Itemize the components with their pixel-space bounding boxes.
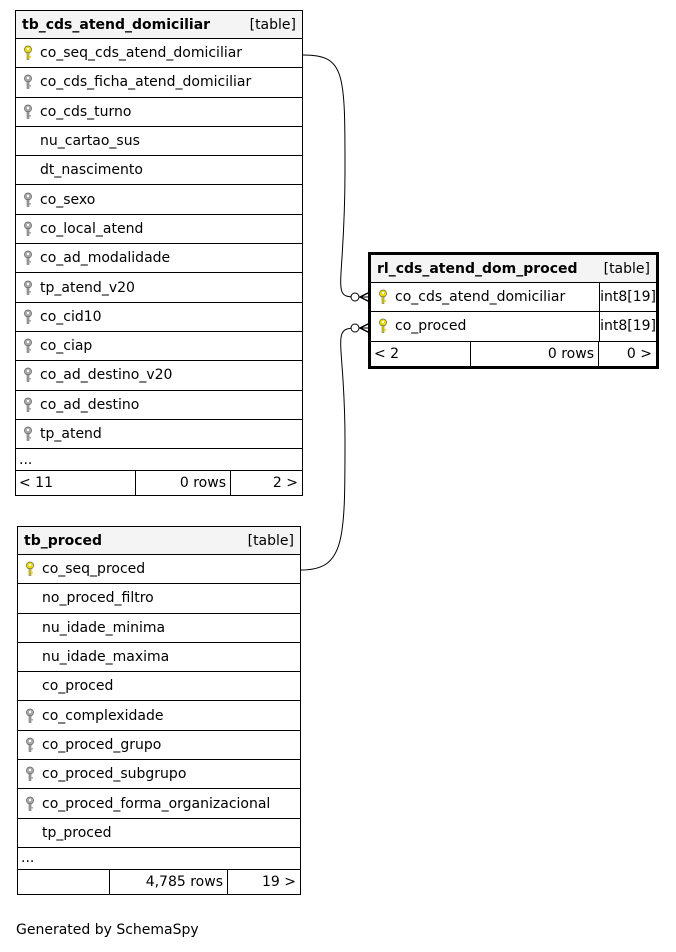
foreign-key-icon — [16, 361, 40, 389]
column-name: tp_proced — [42, 824, 112, 841]
column-name: nu_idade_minima — [42, 619, 166, 636]
table-header — [371, 255, 656, 283]
column-row[interactable] — [18, 614, 300, 643]
parents-link[interactable]: < 11 — [16, 471, 136, 495]
link-atend-to-relation — [303, 55, 370, 297]
foreign-key-icon — [16, 273, 40, 301]
link-proced-to-relation — [301, 328, 370, 570]
key-placeholder — [16, 156, 40, 184]
column-row[interactable] — [16, 391, 302, 420]
children-link[interactable]: 0 > — [626, 345, 652, 362]
key-placeholder — [18, 672, 42, 700]
column-name: co_proced — [395, 318, 467, 335]
column-row[interactable] — [16, 244, 302, 273]
table-footer — [16, 471, 302, 495]
foreign-key-icon — [16, 303, 40, 331]
foreign-key-icon — [16, 68, 40, 96]
column-list — [371, 283, 656, 342]
column-row[interactable] — [18, 760, 300, 789]
column-row[interactable] — [371, 312, 656, 341]
primary-key-icon — [371, 312, 395, 340]
column-name: co_cds_atend_domiciliar — [395, 289, 566, 306]
table-footer — [371, 342, 656, 366]
column-name: dt_nascimento — [40, 162, 143, 179]
column-name: co_ad_destino — [40, 396, 140, 413]
column-row[interactable] — [18, 584, 300, 613]
foreign-key-icon — [16, 98, 40, 126]
column-name: tp_atend_v20 — [40, 279, 135, 296]
column-name: co_cid10 — [40, 308, 102, 325]
row-count: 0 rows — [471, 342, 599, 366]
column-list — [18, 555, 300, 848]
foreign-key-icon — [18, 731, 42, 759]
table-name[interactable]: tb_cds_atend_domiciliar — [22, 16, 211, 33]
key-placeholder — [16, 127, 40, 155]
column-type: int8[19] — [599, 283, 656, 311]
column-row[interactable] — [16, 420, 302, 449]
column-row[interactable] — [16, 98, 302, 127]
column-name: co_ad_modalidade — [40, 250, 171, 267]
row-count: 4,785 rows — [110, 870, 228, 894]
column-name: co_proced_subgrupo — [42, 766, 187, 783]
foreign-key-icon — [18, 701, 42, 729]
column-name: co_proced — [42, 678, 114, 695]
table-footer — [18, 870, 300, 894]
column-row[interactable] — [16, 127, 302, 156]
parents-link[interactable]: < 2 — [371, 342, 471, 366]
column-name: co_proced_forma_organizacional — [42, 795, 271, 812]
column-name: nu_idade_maxima — [42, 649, 170, 666]
column-name: co_proced_grupo — [42, 736, 162, 753]
column-row[interactable] — [16, 68, 302, 97]
column-name: co_cds_turno — [40, 103, 132, 120]
foreign-key-icon — [16, 420, 40, 448]
column-row[interactable] — [18, 731, 300, 760]
column-row[interactable] — [18, 555, 300, 584]
table-tb-proced[interactable] — [17, 526, 301, 895]
row-count: 0 rows — [136, 471, 231, 495]
table-kind: [table] — [603, 260, 650, 277]
column-row[interactable] — [16, 361, 302, 390]
foreign-key-icon — [16, 244, 40, 272]
column-name: co_seq_proced — [42, 561, 146, 578]
column-row[interactable] — [16, 332, 302, 361]
column-list — [16, 39, 302, 449]
column-name: co_cds_ficha_atend_domiciliar — [40, 74, 252, 91]
primary-key-icon — [371, 283, 395, 311]
table-kind: [table] — [249, 16, 296, 33]
column-row[interactable] — [18, 819, 300, 848]
generated-by-text: Generated by SchemaSpy — [16, 922, 199, 938]
more-columns — [16, 449, 302, 471]
children-link[interactable]: 2 > — [272, 475, 298, 492]
foreign-key-icon — [16, 332, 40, 360]
table-kind: [table] — [247, 532, 294, 549]
table-header — [18, 527, 300, 555]
more-columns — [18, 848, 300, 870]
column-row[interactable] — [16, 39, 302, 68]
column-row[interactable] — [18, 789, 300, 818]
table-rl-cds-atend-dom-proced[interactable] — [368, 252, 659, 369]
column-name: co_ad_destino_v20 — [40, 367, 173, 384]
key-placeholder — [18, 614, 42, 642]
link-atend-optional-marker — [351, 293, 359, 301]
column-row[interactable] — [16, 273, 302, 302]
foreign-key-icon — [16, 215, 40, 243]
column-row[interactable] — [371, 283, 656, 312]
column-row[interactable] — [18, 643, 300, 672]
column-name: nu_cartao_sus — [40, 133, 140, 150]
key-placeholder — [18, 584, 42, 612]
column-name: co_complexidade — [42, 707, 164, 724]
column-row[interactable] — [16, 215, 302, 244]
key-placeholder — [18, 819, 42, 847]
foreign-key-icon — [16, 391, 40, 419]
column-row[interactable] — [18, 672, 300, 701]
table-name[interactable]: tb_proced — [24, 532, 103, 549]
column-name: tp_atend — [40, 426, 102, 442]
ellipsis: ... — [21, 850, 35, 867]
table-header — [16, 11, 302, 39]
column-name: co_sexo — [40, 191, 96, 208]
primary-key-icon — [18, 555, 42, 583]
children-link[interactable]: 19 > — [262, 873, 296, 890]
column-name: co_local_atend — [40, 220, 144, 237]
column-row[interactable] — [18, 701, 300, 730]
key-placeholder — [18, 643, 42, 671]
column-row[interactable] — [16, 303, 302, 332]
foreign-key-icon — [18, 789, 42, 817]
column-row[interactable] — [16, 185, 302, 214]
table-tb-cds-atend-domiciliar[interactable] — [15, 10, 303, 496]
link-proced-optional-marker — [351, 324, 359, 332]
primary-key-icon — [16, 39, 40, 67]
foreign-key-icon — [18, 760, 42, 788]
ellipsis: ... — [19, 451, 33, 468]
foreign-key-icon — [16, 185, 40, 213]
column-name: co_ciap — [40, 338, 93, 355]
column-row[interactable] — [16, 156, 302, 185]
column-name: co_seq_cds_atend_domiciliar — [40, 45, 243, 62]
column-name: no_proced_filtro — [42, 590, 154, 607]
parents-link[interactable] — [18, 870, 110, 894]
column-type: int8[19] — [599, 312, 656, 340]
table-name[interactable]: rl_cds_atend_dom_proced — [377, 260, 578, 277]
